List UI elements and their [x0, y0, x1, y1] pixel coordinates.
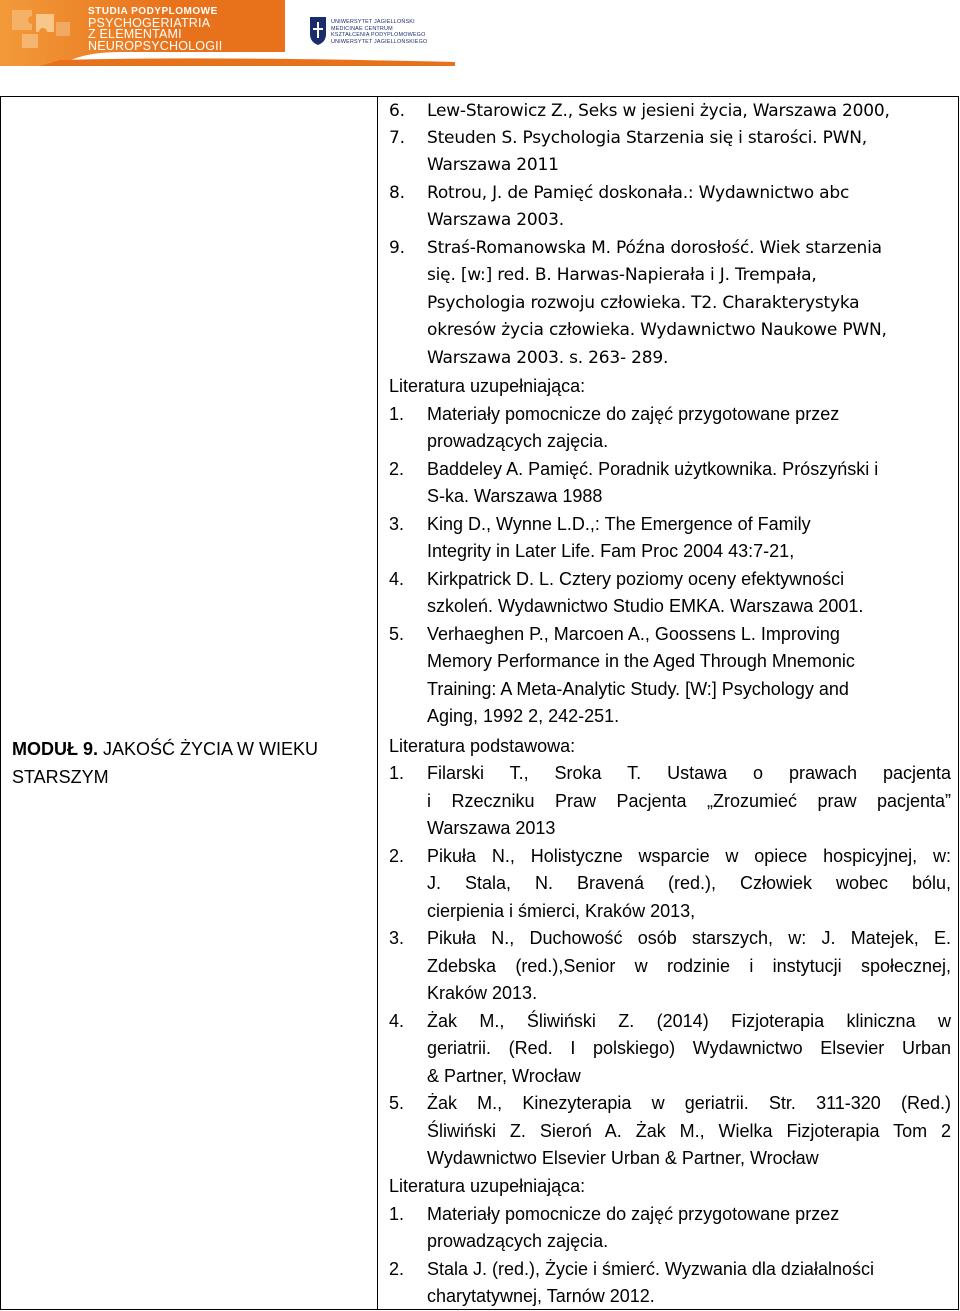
list-item-text: Straś-Romanowska M. Późna dorosłość. Wiek starzenia [427, 238, 882, 258]
list-item-text: Zdebska (red.),Senior w rodzinie i instytucji społecznej, [427, 956, 951, 976]
module-title [12, 735, 352, 791]
university-name [331, 19, 427, 45]
list-item-number: 3. [389, 928, 405, 948]
list-item-number: 1. [389, 404, 405, 424]
section-heading: Literatura podstawowa: [389, 736, 576, 756]
list-item-number: 4. [389, 569, 405, 589]
list-item-text: i Rzeczniku Praw Pacjenta „Zrozumieć praw pacjenta” [427, 791, 951, 811]
list-item-number: 7. [389, 128, 405, 148]
list-item-text: charytatywnej, Tarnów 2012. [427, 1286, 655, 1306]
list-item-text: Aging, 1992 2, 242-251. [427, 706, 620, 726]
list-item-number: 1. [389, 763, 405, 783]
list-item-text: Kirkpatrick D. L. Cztery poziomy oceny efektywności [427, 569, 845, 589]
list-item-text: Lew-Starowicz Z., Seks w jesieni życia, Warszawa 2000, [427, 101, 890, 121]
list-item-text: Żak M., Kinezyterapia w geriatrii. Str. 311-320 (Red.) [427, 1093, 951, 1113]
list-item-text: się. [w:] red. B. Harwas-Napierała i J. Trempała, [427, 265, 817, 285]
list-item-text: Stala J. (red.), Życie i śmierć. Wyzwania dla działalności [427, 1259, 874, 1279]
list-item-number: 5. [389, 1093, 405, 1113]
list-item-number: 8. [389, 183, 405, 203]
list-item-text: okresów życia człowieka. Wydawnictwo Naukowe PWN, [427, 320, 887, 340]
syllabus-table [0, 96, 959, 1310]
list-item-text: Memory Performance in the Aged Through Mnemonic [427, 651, 855, 671]
list-item-text: J. Stala, N. Bravená (red.), Człowiek wobec bólu, [427, 873, 951, 893]
list-item-text: geriatrii. (Red. I polskiego) Wydawnictwo Elsevier Urban [427, 1038, 951, 1058]
list-item-number: 2. [389, 846, 405, 866]
list-item-text: Steuden S. Psychologia Starzenia się i starości. PWN, [427, 128, 867, 148]
list-item-text: Warszawa 2011 [427, 155, 559, 175]
university-logo [309, 16, 479, 50]
list-item-text: Wydawnictwo Elsevier Urban & Partner, Wrocław [427, 1148, 819, 1168]
list-item-text: Verhaeghen P., Marcoen A., Goossens L. Improving [427, 624, 840, 644]
program-title [88, 6, 222, 52]
list-item-text: Pikuła N., Duchowość osób starszych, w: J. Matejek, E. [427, 928, 951, 948]
list-item-text: Psychologia rozwoju człowieka. T2. Charakterystyka [427, 293, 860, 313]
list-item-text: Materiały pomocnicze do zajęć przygotowane przez [427, 404, 840, 424]
program-title-line: Z ELEMENTAMI [88, 27, 182, 41]
list-item-text: King D., Wynne L.D.,: The Emergence of Family [427, 514, 811, 534]
list-item-number: 5. [389, 624, 405, 644]
list-item-text: S-ka. Warszawa 1988 [427, 486, 603, 506]
program-title-line: PSYCHOGERIATRIA [88, 15, 211, 30]
list-item-text: Training: A Meta-Analytic Study. [W:] Psychology and [427, 679, 849, 699]
section-heading: Literatura uzupełniająca: [389, 1176, 586, 1196]
university-name-line: UNIWERSYTET JAGIELLOŃSKIEGO [331, 38, 428, 45]
list-item-text: szkoleń. Wydawnictwo Studio EMKA. Warszawa 2001. [427, 596, 864, 616]
university-name-line: UNIWERSYTET JAGIELLOŃSKI [331, 19, 415, 25]
list-item-text: Filarski T., Sroka T. Ustawa o prawach pacjenta [427, 763, 951, 783]
list-item-text: Śliwiński Z. Sieroń A. Żak M., Wielka Fizjoterapia Tom 2 [427, 1121, 951, 1141]
list-item-text: Warszawa 2003. s. 263- 289. [427, 348, 669, 368]
program-title-line: STUDIA PODYPLOMOWE [88, 6, 218, 17]
list-item-text: Baddeley A. Pamięć. Poradnik użytkownika. Prószyński i [427, 459, 879, 479]
list-item-text: Warszawa 2003. [427, 210, 564, 230]
list-item-number: 1. [389, 1204, 405, 1224]
list-item-text: Pikuła N., Holistyczne wsparcie w opiece hospicyjnej, w: [427, 846, 951, 866]
list-item-text: Żak M., Śliwiński Z. (2014) Fizjoterapia kliniczna w [427, 1011, 951, 1031]
section-heading: Literatura uzupełniająca: [389, 376, 586, 396]
university-crest-icon [309, 16, 327, 46]
university-name-line: MEDICINAE CENTRUM [331, 25, 393, 32]
list-item-number: 9. [389, 238, 405, 258]
list-item-number: 2. [389, 459, 405, 479]
list-item-text: Integrity in Later Life. Fam Proc 2004 43:7-21, [427, 541, 795, 561]
list-item-text: prowadzących zajęcia. [427, 1231, 609, 1251]
list-item-text: Materiały pomocnicze do zajęć przygotowane przez [427, 1204, 840, 1224]
column-divider [377, 97, 378, 1309]
list-item-text: Rotrou, J. de Pamięć doskonała.: Wydawnictwo abc [427, 183, 850, 203]
list-item-text: cierpienia i śmierci, Kraków 2013, [427, 901, 696, 921]
header-banner [0, 0, 960, 92]
list-item-number: 2. [389, 1259, 405, 1279]
list-item-text: prowadzących zajęcia. [427, 431, 609, 451]
list-item-number: 6. [389, 101, 405, 121]
list-item-text: & Partner, Wrocław [427, 1066, 581, 1086]
list-item-text: Kraków 2013. [427, 983, 538, 1003]
list-item-number: 4. [389, 1011, 405, 1031]
module-name: JAKOŚĆ ŻYCIA W WIEKU STARSZYM [12, 739, 319, 787]
program-title-line: NEUROPSYCHOLOGII [88, 38, 223, 53]
university-name-line: KSZTAŁCENIA PODYPLOMOWEGO [331, 32, 426, 39]
list-item-text: Warszawa 2013 [427, 818, 556, 838]
module-number: MODUŁ 9. [12, 739, 99, 759]
list-item-number: 3. [389, 514, 405, 534]
